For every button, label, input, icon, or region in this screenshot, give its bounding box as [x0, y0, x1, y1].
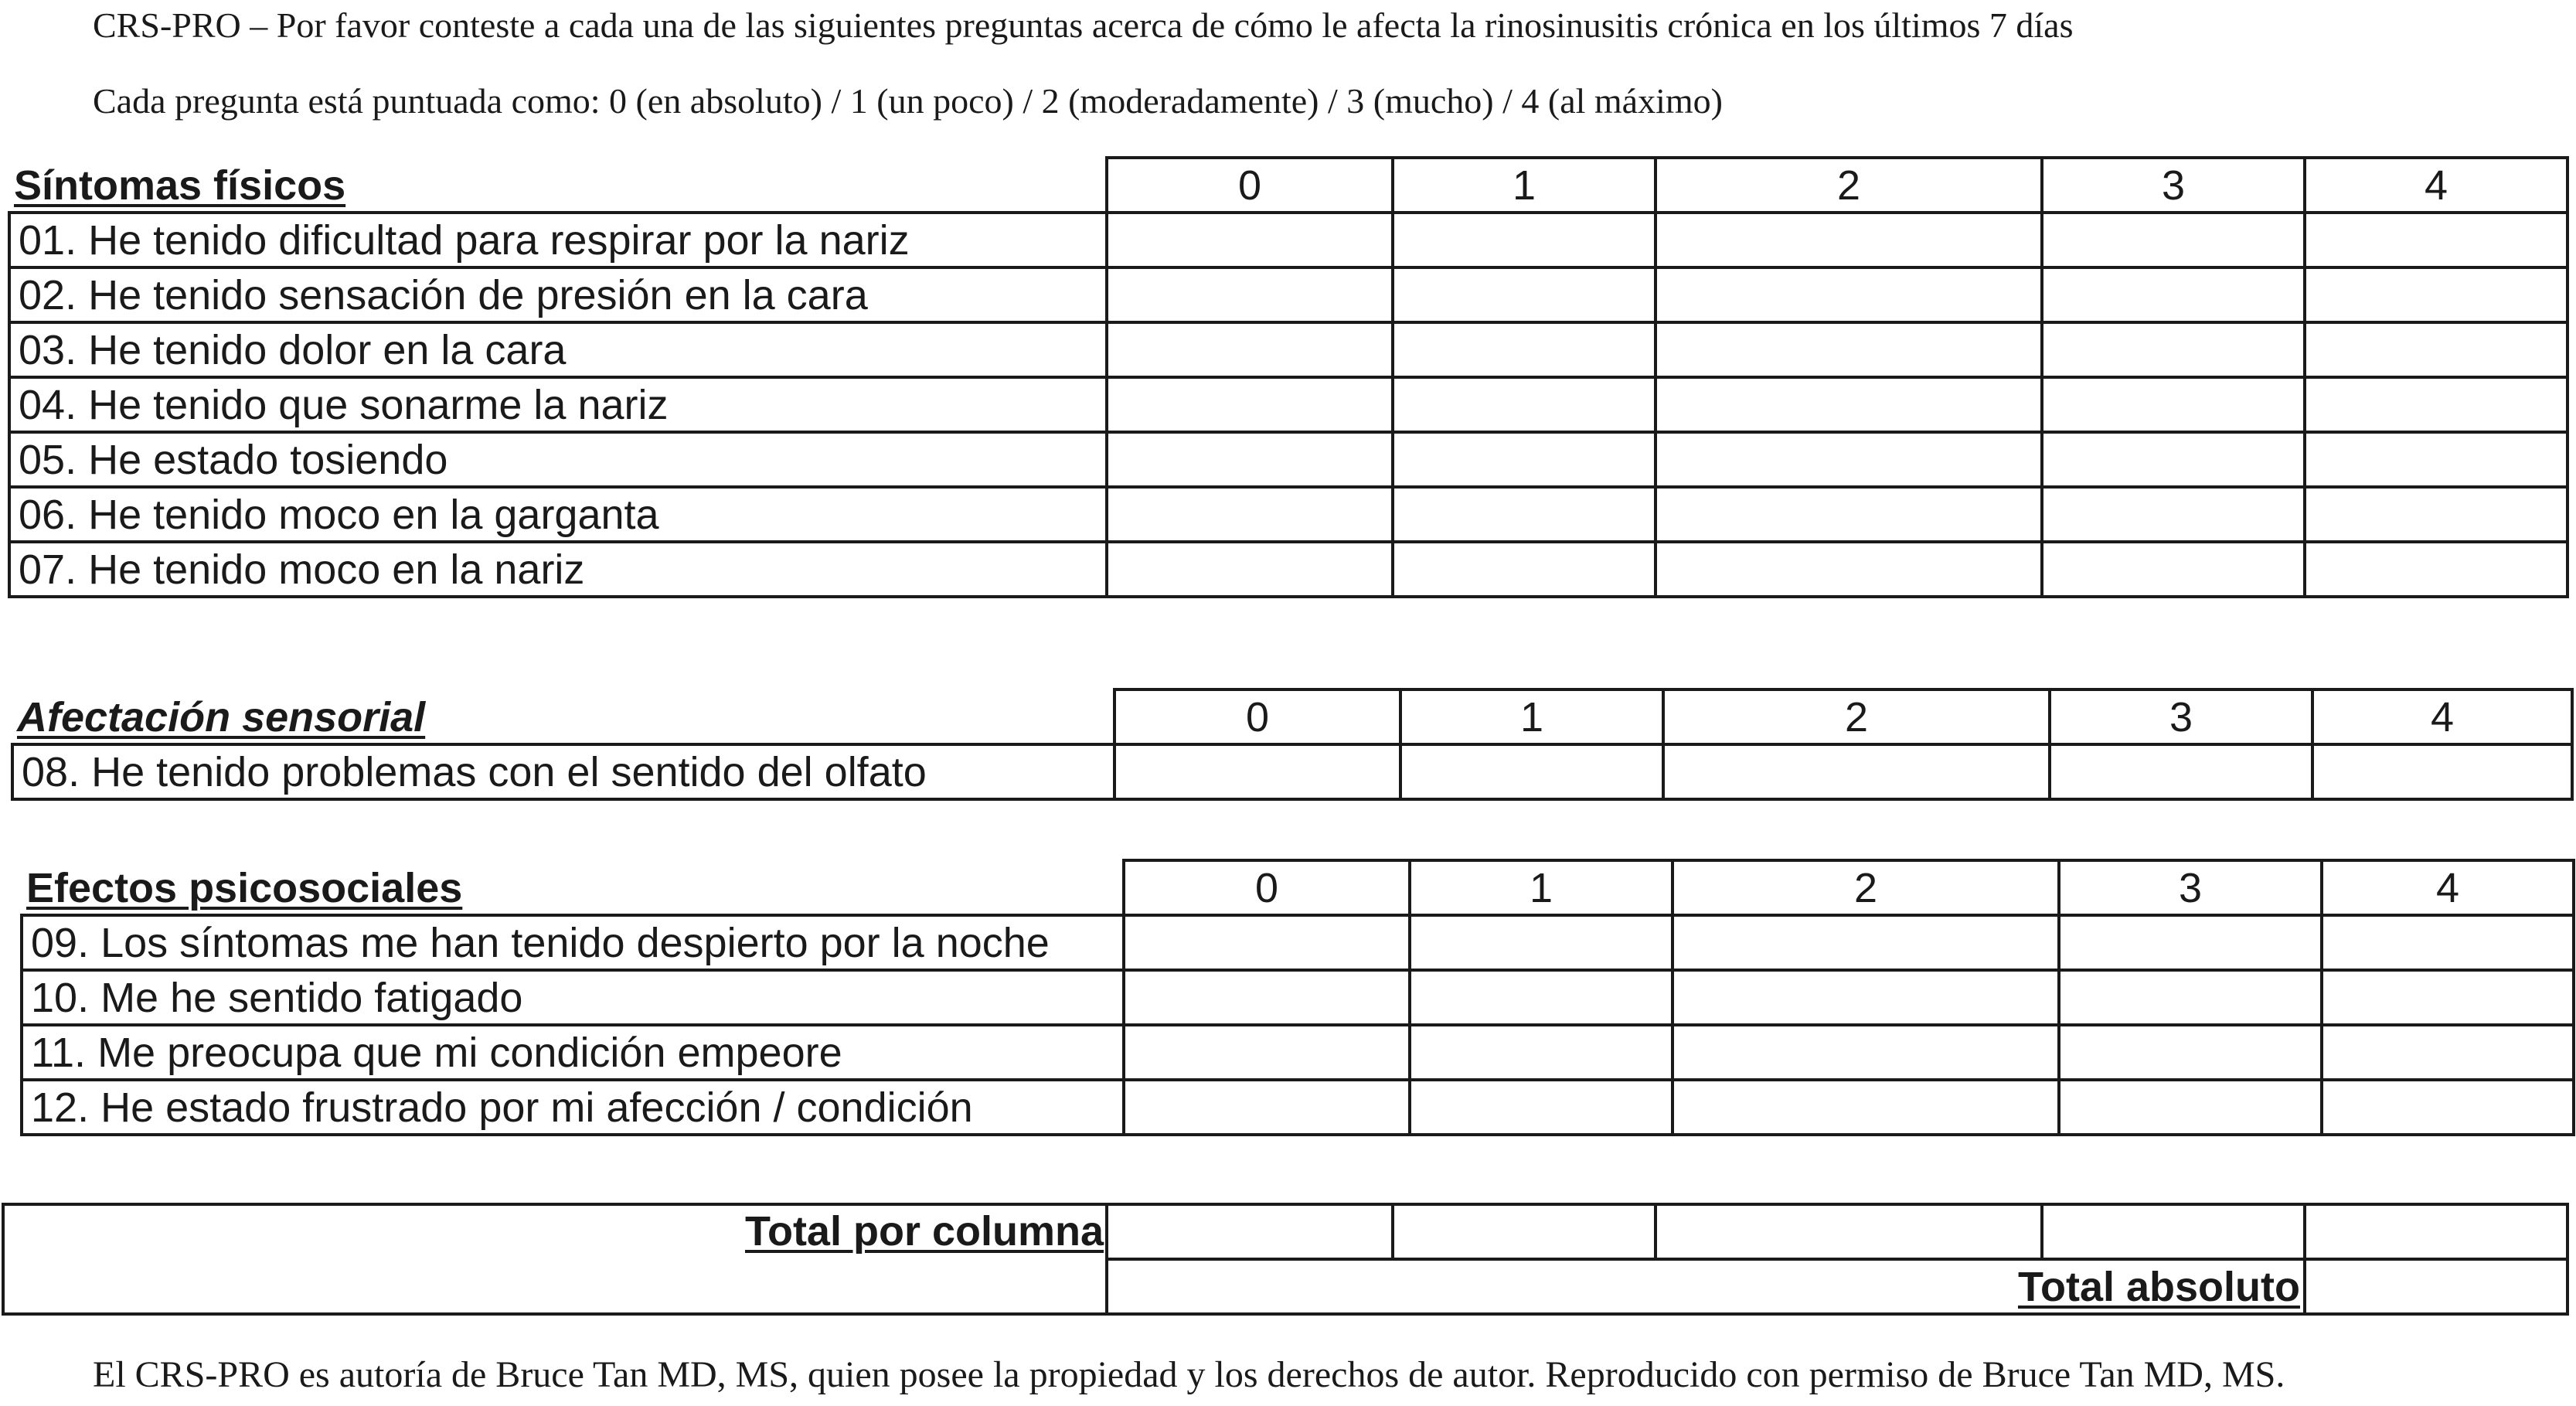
score-header: 0	[1114, 689, 1400, 744]
answer-cell-2[interactable]	[1656, 432, 2042, 487]
answer-cell-4[interactable]	[2305, 267, 2567, 322]
question-row	[9, 213, 2567, 267]
absolute-total-value[interactable]	[2305, 1259, 2567, 1314]
answer-cell-3[interactable]	[2042, 267, 2305, 322]
answer-cell-4[interactable]	[2305, 213, 2567, 267]
column-total-3[interactable]	[2042, 1204, 2305, 1259]
answer-cell-3[interactable]	[2042, 322, 2305, 377]
column-totals-row	[3, 1204, 2567, 1259]
answer-cell-1[interactable]	[1393, 542, 1656, 597]
answer-cell-4[interactable]	[2312, 744, 2572, 799]
answer-cell-1[interactable]	[1393, 432, 1656, 487]
score-header: 1	[1393, 158, 1656, 213]
section-header-row	[9, 158, 2567, 213]
score-header: 0	[1107, 158, 1393, 213]
answer-cell-3[interactable]	[2050, 744, 2312, 799]
answer-cell-1[interactable]	[1393, 487, 1656, 542]
score-header: 2	[1673, 860, 2059, 915]
answer-cell-4[interactable]	[2305, 322, 2567, 377]
answer-cell-4[interactable]	[2322, 915, 2574, 970]
answer-cell-2[interactable]	[1656, 267, 2042, 322]
score-header: 1	[1400, 689, 1663, 744]
question-text: 07. He tenido moco en la nariz	[9, 542, 1107, 597]
answer-cell-2[interactable]	[1673, 1080, 2059, 1135]
score-header: 2	[1663, 689, 2050, 744]
question-text: 12. He estado frustrado por mi afección / condición	[22, 1080, 1124, 1135]
answer-cell-3[interactable]	[2042, 377, 2305, 432]
answer-cell-1[interactable]	[1393, 377, 1656, 432]
column-total-1[interactable]	[1393, 1204, 1656, 1259]
question-text: 11. Me preocupa que mi condición empeore	[22, 1025, 1124, 1080]
answer-cell-4[interactable]	[2322, 970, 2574, 1025]
answer-cell-1[interactable]	[1410, 1080, 1673, 1135]
answer-cell-0[interactable]	[1124, 970, 1410, 1025]
section-sensory-table	[11, 688, 2574, 801]
answer-cell-0[interactable]	[1107, 322, 1393, 377]
score-header: 4	[2312, 689, 2572, 744]
answer-cell-2[interactable]	[1656, 487, 2042, 542]
instructions-title: CRS-PRO – Por favor conteste a cada una de las siguientes preguntas acerca de cómo le afecta la rinosinusitis crónica en los últimos 7 días	[93, 5, 2074, 45]
question-text: 10. Me he sentido fatigado	[22, 970, 1124, 1025]
score-header: 3	[2059, 860, 2322, 915]
question-text: 02. He tenido sensación de presión en la cara	[9, 267, 1107, 322]
answer-cell-1[interactable]	[1393, 267, 1656, 322]
answer-cell-3[interactable]	[2059, 915, 2322, 970]
answer-cell-2[interactable]	[1656, 377, 2042, 432]
answer-cell-1[interactable]	[1410, 970, 1673, 1025]
absolute-total-label: Total absoluto	[2018, 1263, 2300, 1310]
question-text: 01. He tenido dificultad para respirar por la nariz	[9, 213, 1107, 267]
answer-cell-3[interactable]	[2042, 213, 2305, 267]
question-row	[9, 542, 2567, 597]
score-header: 1	[1410, 860, 1673, 915]
answer-cell-0[interactable]	[1124, 1025, 1410, 1080]
totals-label-cell	[3, 1204, 1107, 1314]
question-row	[9, 377, 2567, 432]
score-header: 4	[2322, 860, 2574, 915]
section-header-row	[22, 860, 2574, 915]
score-header: 0	[1124, 860, 1410, 915]
question-row	[22, 915, 2574, 970]
section-heading: Efectos psicosociales	[22, 860, 1124, 915]
question-text: 05. He estado tosiendo	[9, 432, 1107, 487]
answer-cell-1[interactable]	[1410, 915, 1673, 970]
answer-cell-1[interactable]	[1400, 744, 1663, 799]
answer-cell-4[interactable]	[2305, 487, 2567, 542]
answer-cell-3[interactable]	[2042, 432, 2305, 487]
question-text: 09. Los síntomas me han tenido despierto por la noche	[22, 915, 1124, 970]
answer-cell-0[interactable]	[1107, 267, 1393, 322]
question-row	[22, 1025, 2574, 1080]
section-physical-table	[8, 156, 2569, 598]
question-row	[22, 970, 2574, 1025]
answer-cell-0[interactable]	[1107, 542, 1393, 597]
answer-cell-0[interactable]	[1107, 213, 1393, 267]
question-text: 06. He tenido moco en la garganta	[9, 487, 1107, 542]
question-text: 08. He tenido problemas con el sentido del olfato	[12, 744, 1114, 799]
column-total-2[interactable]	[1656, 1204, 2042, 1259]
answer-cell-0[interactable]	[1107, 487, 1393, 542]
question-row	[22, 1080, 2574, 1135]
scale-description: Cada pregunta está puntuada como: 0 (en absoluto) / 1 (un poco) / 2 (moderadamente) / 3 (mucho) / 4 (al máximo)	[93, 81, 1723, 121]
score-header: 2	[1656, 158, 2042, 213]
score-header: 4	[2305, 158, 2567, 213]
answer-cell-2[interactable]	[1663, 744, 2050, 799]
section-heading: Síntomas físicos	[9, 158, 1107, 213]
answer-cell-2[interactable]	[1673, 1025, 2059, 1080]
totals-table	[2, 1203, 2569, 1316]
answer-cell-3[interactable]	[2059, 1025, 2322, 1080]
question-row	[12, 744, 2572, 799]
answer-cell-0[interactable]	[1114, 744, 1400, 799]
answer-cell-3[interactable]	[2042, 487, 2305, 542]
question-row	[9, 432, 2567, 487]
answer-cell-2[interactable]	[1656, 322, 2042, 377]
score-header: 3	[2050, 689, 2312, 744]
answer-cell-2[interactable]	[1656, 213, 2042, 267]
answer-cell-3[interactable]	[2059, 970, 2322, 1025]
answer-cell-4[interactable]	[2305, 542, 2567, 597]
answer-cell-0[interactable]	[1107, 432, 1393, 487]
score-header: 3	[2042, 158, 2305, 213]
section-header-row	[12, 689, 2572, 744]
absolute-total-label-cell	[1107, 1259, 2305, 1314]
answer-cell-3[interactable]	[2059, 1080, 2322, 1135]
question-text: 04. He tenido que sonarme la nariz	[9, 377, 1107, 432]
answer-cell-4[interactable]	[2322, 1025, 2574, 1080]
question-text: 03. He tenido dolor en la cara	[9, 322, 1107, 377]
section-psychosocial-table	[20, 859, 2575, 1136]
column-total-0[interactable]	[1107, 1204, 1393, 1259]
section-heading: Afectación sensorial	[12, 689, 1114, 744]
answer-cell-4[interactable]	[2305, 432, 2567, 487]
question-row	[9, 322, 2567, 377]
answer-cell-0[interactable]	[1107, 377, 1393, 432]
answer-cell-2[interactable]	[1673, 915, 2059, 970]
answer-cell-3[interactable]	[2042, 542, 2305, 597]
column-total-4[interactable]	[2305, 1204, 2567, 1259]
answer-cell-2[interactable]	[1673, 970, 2059, 1025]
answer-cell-0[interactable]	[1124, 1080, 1410, 1135]
question-row	[9, 487, 2567, 542]
answer-cell-1[interactable]	[1393, 213, 1656, 267]
answer-cell-4[interactable]	[2322, 1080, 2574, 1135]
column-total-label: Total por columna	[744, 1208, 1104, 1255]
answer-cell-2[interactable]	[1656, 542, 2042, 597]
question-row	[9, 267, 2567, 322]
copyright-notice: El CRS-PRO es autoría de Bruce Tan MD, MS, quien posee la propiedad y los derechos de autor. Reproducido con permiso de Bruce Tan MD, MS.	[93, 1354, 2285, 1395]
answer-cell-1[interactable]	[1393, 322, 1656, 377]
answer-cell-4[interactable]	[2305, 377, 2567, 432]
answer-cell-1[interactable]	[1410, 1025, 1673, 1080]
answer-cell-0[interactable]	[1124, 915, 1410, 970]
